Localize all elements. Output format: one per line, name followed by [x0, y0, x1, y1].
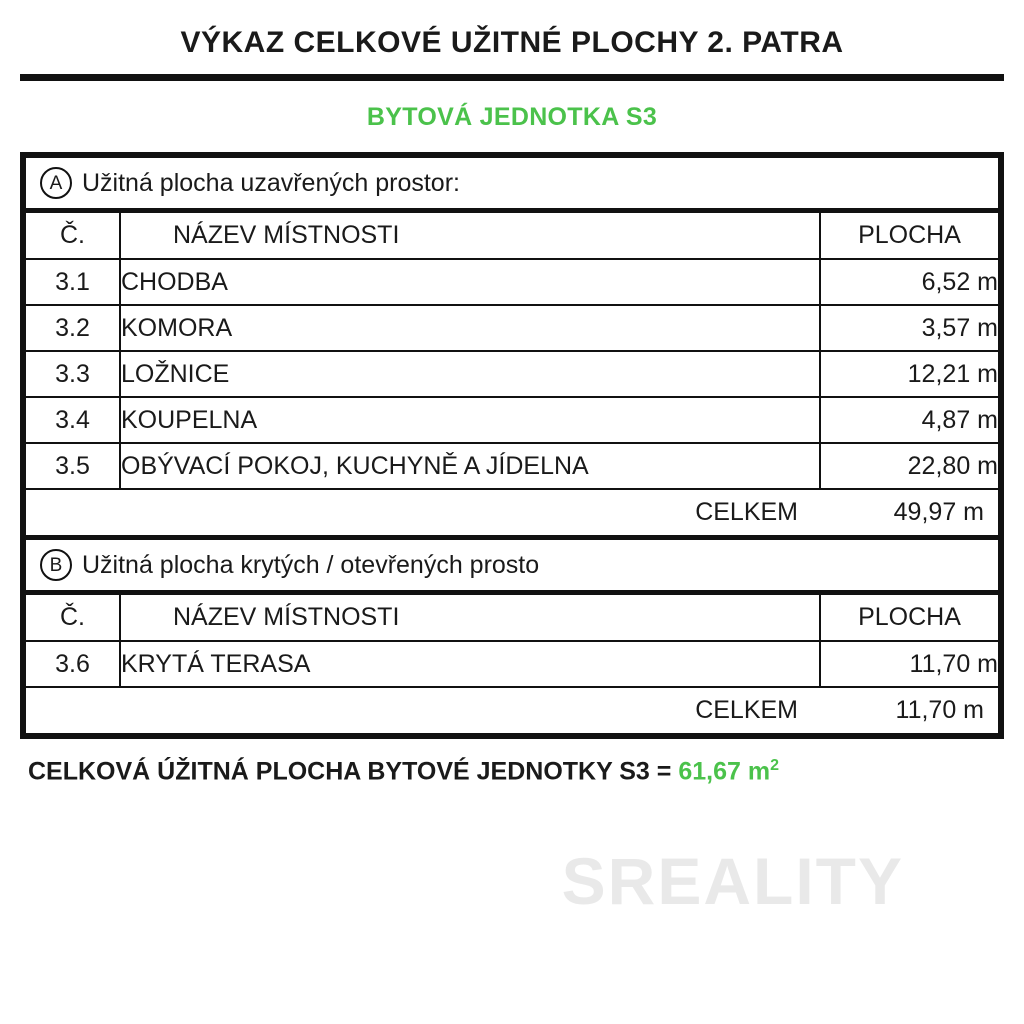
table-row: [26, 351, 998, 397]
page-title: VÝKAZ CELKOVÉ UŽITNÉ PLOCHY 2. PATRA: [180, 26, 844, 59]
section-a-header: [26, 158, 998, 213]
row-name: OBÝVACÍ POKOJ, KUCHYNĚ A JÍDELNA: [120, 443, 820, 489]
grand-total-value: 61,67 m: [678, 757, 771, 786]
row-name: LOŽNICE: [120, 351, 820, 397]
section-a-marker: A: [40, 167, 72, 199]
watermark: SREALITY: [561, 844, 904, 918]
areas-frame: [20, 152, 1004, 739]
section-a-table: [26, 213, 998, 535]
grand-total-unit-exponent: 2: [770, 757, 779, 774]
section-b-marker: B: [40, 549, 72, 581]
section-b-header: [26, 540, 998, 595]
section-b-heading-text: Užitná plocha krytých / otevřených prosto: [82, 550, 540, 579]
row-number: 3.2: [26, 305, 120, 351]
column-header-number: Č.: [26, 595, 120, 641]
table-row: [26, 259, 998, 305]
section-b-total-label: CELKEM: [695, 696, 798, 724]
unit-heading: BYTOVÁ JEDNOTKA S3: [366, 103, 658, 131]
column-header-area: PLOCHA: [820, 213, 998, 259]
section-a-total-row: [26, 489, 998, 535]
row-name: KRYTÁ TERASA: [120, 641, 820, 687]
row-area: 22,80 m: [820, 443, 998, 489]
table-row: [26, 443, 998, 489]
row-area: 6,52 m: [820, 259, 998, 305]
title-divider: [20, 74, 1004, 81]
section-a-column-headers: [26, 213, 998, 259]
row-number: 3.6: [26, 641, 120, 687]
section-b-total-row: [26, 687, 998, 733]
column-header-area: PLOCHA: [820, 595, 998, 641]
row-area: 12,21 m: [820, 351, 998, 397]
section-b-total-value: 11,70 m: [895, 696, 984, 724]
section-b-table: [26, 595, 998, 733]
row-area: 4,87 m: [820, 397, 998, 443]
section-a-total-value: 49,97 m: [893, 498, 984, 526]
grand-total: [20, 739, 1004, 786]
row-name: KOUPELNA: [120, 397, 820, 443]
column-header-number: Č.: [26, 213, 120, 259]
row-name: CHODBA: [120, 259, 820, 305]
row-number: 3.5: [26, 443, 120, 489]
section-a-heading-text: Užitná plocha uzavřených prostor:: [82, 168, 460, 197]
row-number: 3.4: [26, 397, 120, 443]
table-row: [26, 305, 998, 351]
grand-total-label: CELKOVÁ ÚŽITNÁ PLOCHA BYTOVÉ JEDNOTKY S3 =: [28, 757, 672, 786]
row-area: 3,57 m: [820, 305, 998, 351]
column-header-name: NÁZEV MÍSTNOSTI: [120, 213, 820, 259]
row-number: 3.1: [26, 259, 120, 305]
row-name: KOMORA: [120, 305, 820, 351]
section-b-column-headers: [26, 595, 998, 641]
table-row: [26, 397, 998, 443]
row-number: 3.3: [26, 351, 120, 397]
row-area: 11,70 m: [820, 641, 998, 687]
section-a-total-label: CELKEM: [695, 498, 798, 526]
column-header-name: NÁZEV MÍSTNOSTI: [120, 595, 820, 641]
table-row: [26, 641, 998, 687]
